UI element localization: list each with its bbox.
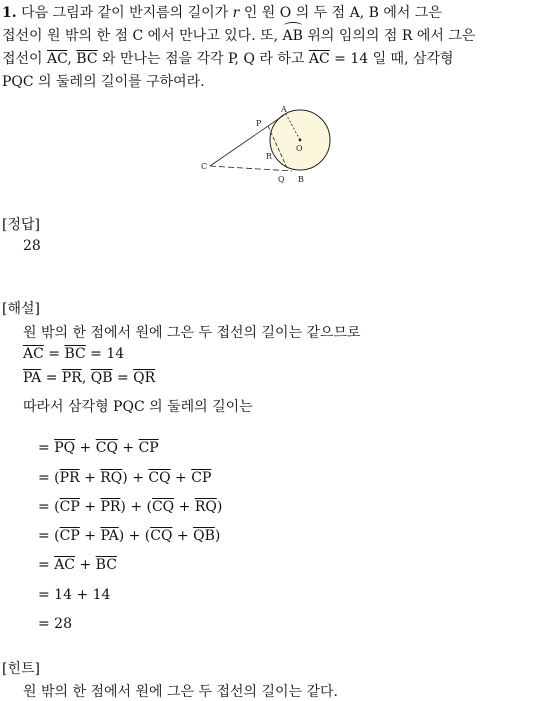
problem-line-4: PQC 의 둘레의 길이를 구하여라. [2, 74, 205, 90]
eq-text: ) + [122, 470, 149, 486]
problem-text-segment: 접선이 원 밖의 한 점 C 에서 만나고 있다. 또, [2, 28, 283, 44]
solution-heading: [해설] [2, 301, 40, 317]
label-c: C [201, 162, 208, 171]
problem-text-segment: = 14 일 때, 삼각형 [329, 51, 454, 67]
problem-number: 1. [2, 5, 17, 21]
problem-line-1 [2, 2, 530, 25]
equation-line-5 [38, 557, 117, 573]
eq-text: + [75, 557, 96, 573]
comma: , [81, 370, 91, 386]
eq-text: + [172, 528, 194, 544]
label-o: O [296, 144, 303, 153]
eq-text: = [38, 557, 55, 573]
problem-line-3 [2, 48, 530, 71]
problem-text-segment: 와 만나는 점을 각각 P, Q 라 하고 [97, 51, 309, 67]
label-a: A [281, 105, 287, 114]
segment-pa: $\overline{PA}$ [100, 528, 119, 544]
eq-text: = [38, 440, 55, 456]
problem-text-segment: 위의 임의의 점 R 에서 그은 [302, 28, 476, 44]
segment-cq: $\overline{CQ}$ [150, 528, 173, 544]
problem-text-segment: 인 원 O 의 두 점 A, B 에서 그은 [239, 5, 442, 21]
label-b: B [298, 175, 304, 184]
solution-line-3 [23, 370, 155, 386]
problem-text-segment: , [67, 51, 77, 67]
eq-text: + [79, 499, 101, 515]
equals-sign: = [41, 370, 62, 386]
eq-text: + [79, 470, 101, 486]
eq-text: + [174, 499, 195, 515]
equation-line-6: = 14 + 14 [38, 587, 111, 603]
segment-pr: $\overline{PR}$ [59, 470, 80, 486]
segment-ac: $\overline{AC}$ [47, 51, 68, 67]
equals-sign: = [43, 346, 65, 362]
equation-line-2 [38, 470, 211, 486]
solution-line-4: 따라서 삼각형 PQC 의 둘레의 길이는 [23, 399, 253, 415]
tangent-line-cb [210, 166, 292, 171]
equation-line-3 [38, 499, 222, 515]
label-p: P [256, 119, 262, 128]
segment-pa: $\overline{PA}$ [23, 370, 42, 386]
problem-line-2 [2, 25, 530, 48]
segment-cq: $\overline{CQ}$ [148, 470, 171, 486]
segment-ac: $\overline{AC}$ [23, 346, 44, 362]
radius-variable: r [232, 5, 240, 21]
solution-line-2 [23, 346, 124, 362]
eq-text: ) [214, 528, 221, 544]
arc-ab-symbol: AB [283, 25, 303, 48]
segment-bc: $\overline{BC}$ [95, 557, 117, 573]
eq-text: ) + ( [120, 499, 152, 515]
answer-heading: [정답] [2, 217, 40, 233]
segment-rq: $\overline{RQ}$ [194, 499, 217, 515]
segment-qr: $\overline{QR}$ [133, 370, 156, 386]
segment-ac: $\overline{AC}$ [308, 51, 330, 67]
segment-cq: $\overline{CQ}$ [151, 499, 175, 515]
eq-text: = ( [38, 528, 60, 544]
segment-qb: $\overline{QB}$ [193, 528, 215, 544]
geometry-figure [200, 104, 340, 188]
equation-line-4 [38, 528, 220, 544]
label-q: Q [278, 175, 285, 184]
label-r: R [266, 152, 273, 161]
problem-text [2, 2, 530, 94]
segment-cq: $\overline{CQ}$ [95, 440, 118, 456]
segment-cp: $\overline{CP}$ [191, 470, 212, 486]
eq-text: ) [216, 499, 223, 515]
eq-text: = ( [38, 470, 60, 486]
segment-ac: $\overline{AC}$ [54, 557, 76, 573]
hint-text: 원 밖의 한 점에서 원에 그은 두 접선의 길이는 같다. [23, 684, 338, 700]
problem-text-segment: 접선이 [2, 51, 48, 67]
equation-line-1 [38, 440, 159, 456]
segment-bc: $\overline{BC}$ [76, 51, 98, 67]
eq-text: + [170, 470, 192, 486]
segment-cp: $\overline{CP}$ [59, 499, 80, 515]
segment-bc: $\overline{BC}$ [64, 346, 86, 362]
segment-cp: $\overline{CP}$ [59, 528, 80, 544]
eq-text: = ( [38, 499, 60, 515]
equation-line-7: = 28 [38, 616, 72, 632]
segment-pr: $\overline{PR}$ [61, 370, 82, 386]
segment-pq: $\overline{PQ}$ [54, 440, 76, 456]
solution-line-1: 원 밖의 한 점에서 원에 그은 두 접선의 길이는 같으므로 [23, 325, 361, 341]
equation-rest: = 14 [85, 346, 125, 362]
segment-rq: $\overline{RQ}$ [100, 470, 123, 486]
eq-text: ) + ( [118, 528, 151, 544]
segment-qb: $\overline{QB}$ [90, 370, 113, 386]
eq-text: + [75, 440, 96, 456]
hint-heading: [힌트] [2, 661, 40, 677]
center-point-o [299, 139, 302, 142]
segment-cp: $\overline{CP}$ [138, 440, 159, 456]
eq-text: + [79, 528, 101, 544]
problem-text-segment: 다음 그림과 같이 반지름의 길이가 [21, 5, 233, 21]
eq-text: + [117, 440, 139, 456]
equals-sign: = [112, 370, 134, 386]
answer-value: 28 [23, 238, 41, 254]
segment-pr: $\overline{PR}$ [100, 499, 121, 515]
